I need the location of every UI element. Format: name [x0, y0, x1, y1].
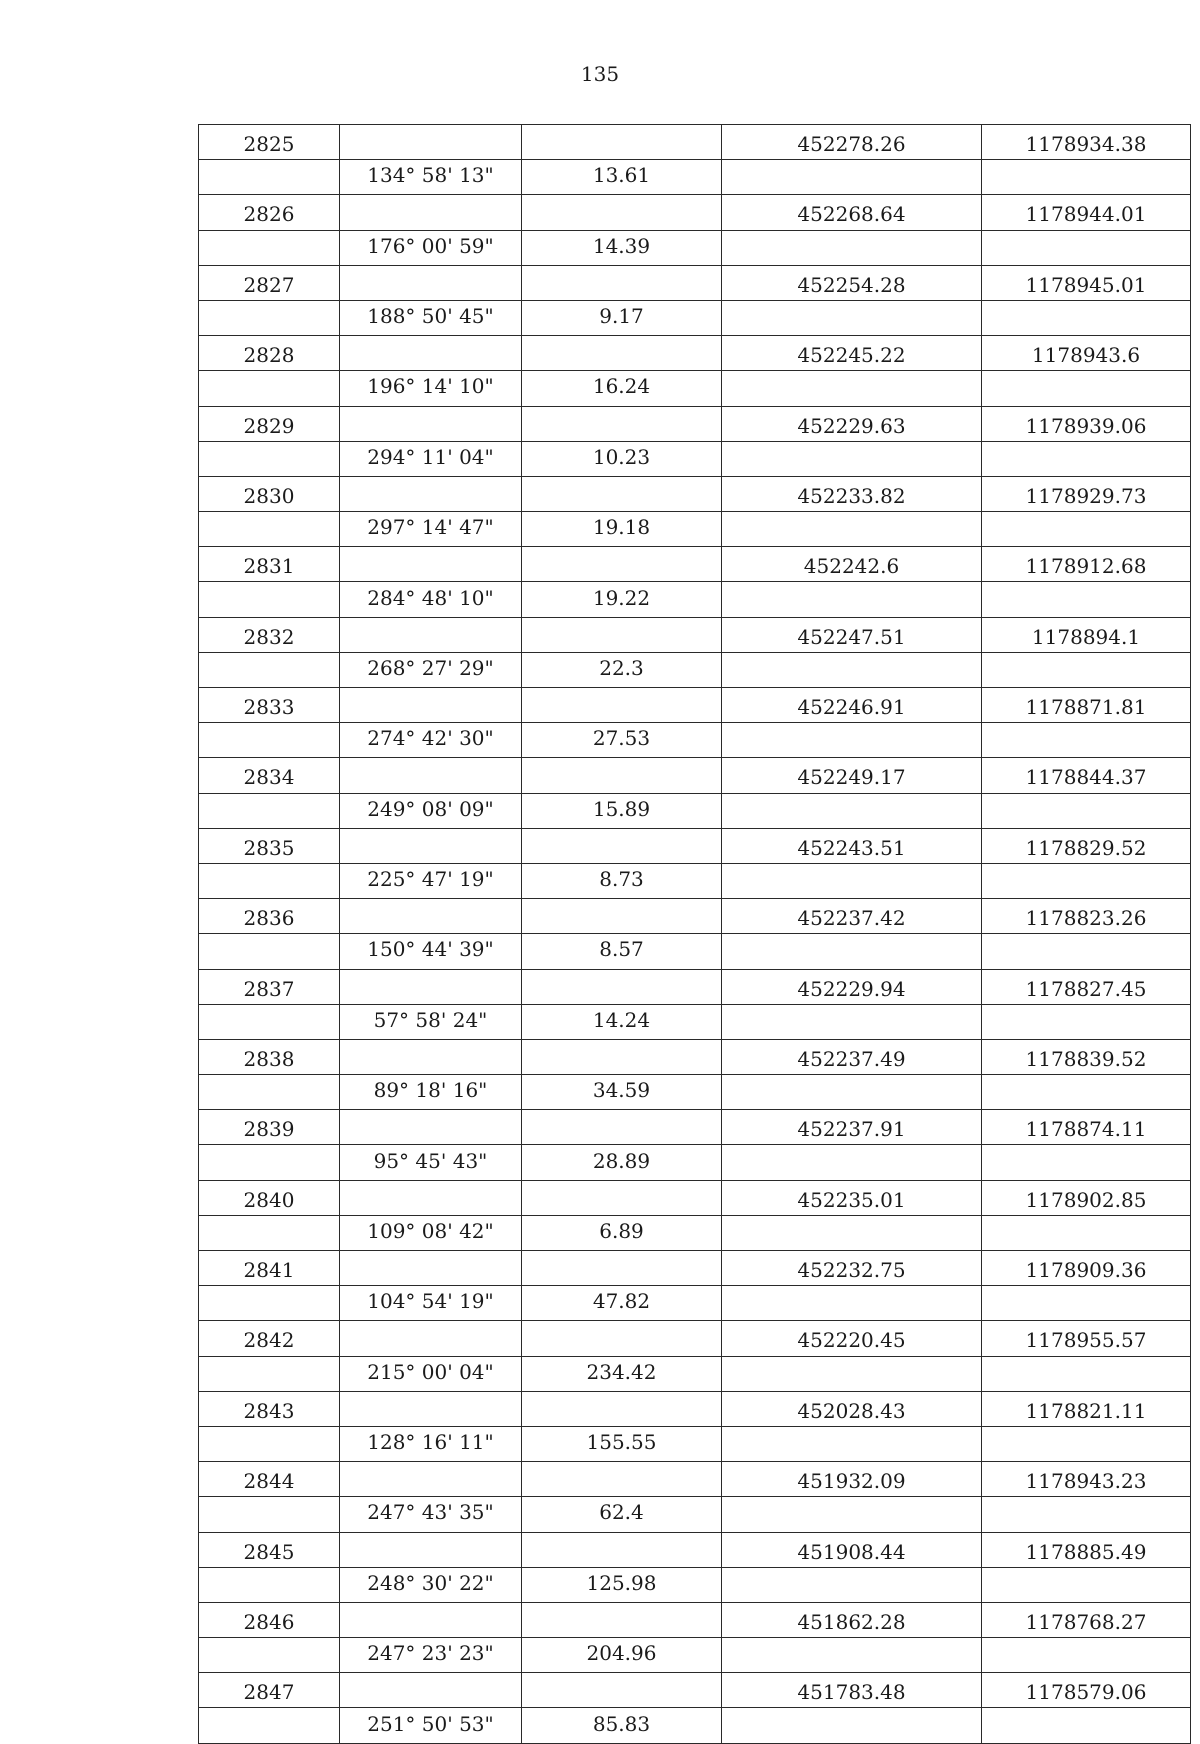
bearing-cell — [340, 265, 522, 300]
y-coordinate-cell: 1178902.85 — [982, 1180, 1191, 1215]
point-id-cell: 2833 — [199, 688, 340, 723]
distance-cell: 8.57 — [522, 934, 722, 969]
distance-cell: 19.22 — [522, 582, 722, 617]
distance-cell: 19.18 — [522, 512, 722, 547]
distance-cell — [522, 899, 722, 934]
y-coordinate-cell — [982, 1708, 1191, 1743]
table-row-point — [199, 1602, 1191, 1637]
bearing-cell: 297° 14' 47" — [340, 512, 522, 547]
table-row-leg — [199, 582, 1191, 617]
table-row-leg — [199, 1215, 1191, 1250]
distance-cell — [522, 1462, 722, 1497]
distance-cell — [522, 1532, 722, 1567]
page-number: 135 — [580, 62, 620, 86]
table-row-point — [199, 547, 1191, 582]
table-row-leg — [199, 1708, 1191, 1743]
bearing-cell — [340, 195, 522, 230]
point-id-cell — [199, 1426, 340, 1461]
y-coordinate-cell: 1178943.23 — [982, 1462, 1191, 1497]
x-coordinate-cell: 452220.45 — [722, 1321, 982, 1356]
x-coordinate-cell: 452229.63 — [722, 406, 982, 441]
table-body — [199, 125, 1191, 1744]
bearing-cell — [340, 1532, 522, 1567]
point-id-cell — [199, 1638, 340, 1673]
point-id-cell — [199, 1145, 340, 1180]
distance-cell: 155.55 — [522, 1426, 722, 1461]
point-id-cell: 2834 — [199, 758, 340, 793]
x-coordinate-cell — [722, 160, 982, 195]
table-row-point — [199, 1462, 1191, 1497]
bearing-cell: 215° 00' 04" — [340, 1356, 522, 1391]
x-coordinate-cell — [722, 1708, 982, 1743]
y-coordinate-cell — [982, 300, 1191, 335]
table-row-point — [199, 125, 1191, 160]
table-row-leg — [199, 1426, 1191, 1461]
point-id-cell: 2832 — [199, 617, 340, 652]
point-id-cell — [199, 1567, 340, 1602]
table-row-point — [199, 1391, 1191, 1426]
table-row-leg — [199, 1638, 1191, 1673]
bearing-cell: 176° 00' 59" — [340, 230, 522, 265]
bearing-cell — [340, 758, 522, 793]
y-coordinate-cell — [982, 1145, 1191, 1180]
x-coordinate-cell: 451908.44 — [722, 1532, 982, 1567]
point-id-cell: 2825 — [199, 125, 340, 160]
bearing-cell: 294° 11' 04" — [340, 441, 522, 476]
point-id-cell — [199, 582, 340, 617]
distance-cell: 10.23 — [522, 441, 722, 476]
y-coordinate-cell — [982, 512, 1191, 547]
bearing-cell: 134° 58' 13" — [340, 160, 522, 195]
point-id-cell: 2827 — [199, 265, 340, 300]
y-coordinate-cell: 1178821.11 — [982, 1391, 1191, 1426]
distance-cell — [522, 1039, 722, 1074]
x-coordinate-cell — [722, 1426, 982, 1461]
bearing-cell: 95° 45' 43" — [340, 1145, 522, 1180]
y-coordinate-cell — [982, 1356, 1191, 1391]
point-id-cell: 2830 — [199, 476, 340, 511]
table-row-leg — [199, 1356, 1191, 1391]
y-coordinate-cell: 1178579.06 — [982, 1673, 1191, 1708]
point-id-cell: 2826 — [199, 195, 340, 230]
table-row-point — [199, 1532, 1191, 1567]
y-coordinate-cell — [982, 1426, 1191, 1461]
y-coordinate-cell — [982, 582, 1191, 617]
x-coordinate-cell: 451862.28 — [722, 1602, 982, 1637]
bearing-cell — [340, 336, 522, 371]
bearing-cell — [340, 1673, 522, 1708]
y-coordinate-cell — [982, 230, 1191, 265]
distance-cell: 62.4 — [522, 1497, 722, 1532]
distance-cell: 204.96 — [522, 1638, 722, 1673]
table-row-leg — [199, 723, 1191, 758]
point-id-cell — [199, 723, 340, 758]
x-coordinate-cell: 452229.94 — [722, 969, 982, 1004]
y-coordinate-cell — [982, 371, 1191, 406]
bearing-cell: 284° 48' 10" — [340, 582, 522, 617]
y-coordinate-cell — [982, 441, 1191, 476]
x-coordinate-cell: 452249.17 — [722, 758, 982, 793]
bearing-cell — [340, 1180, 522, 1215]
point-id-cell — [199, 1497, 340, 1532]
y-coordinate-cell: 1178912.68 — [982, 547, 1191, 582]
bearing-cell — [340, 899, 522, 934]
bearing-cell: 128° 16' 11" — [340, 1426, 522, 1461]
distance-cell — [522, 617, 722, 652]
distance-cell — [522, 406, 722, 441]
x-coordinate-cell — [722, 582, 982, 617]
bearing-cell: 150° 44' 39" — [340, 934, 522, 969]
x-coordinate-cell — [722, 652, 982, 687]
point-id-cell: 2837 — [199, 969, 340, 1004]
distance-cell — [522, 195, 722, 230]
x-coordinate-cell — [722, 300, 982, 335]
y-coordinate-cell: 1178874.11 — [982, 1110, 1191, 1145]
table-row-point — [199, 336, 1191, 371]
y-coordinate-cell — [982, 160, 1191, 195]
x-coordinate-cell: 452243.51 — [722, 828, 982, 863]
distance-cell — [522, 336, 722, 371]
x-coordinate-cell: 452237.42 — [722, 899, 982, 934]
bearing-cell — [340, 125, 522, 160]
bearing-cell — [340, 1462, 522, 1497]
x-coordinate-cell — [722, 934, 982, 969]
y-coordinate-cell: 1178929.73 — [982, 476, 1191, 511]
bearing-cell — [340, 1039, 522, 1074]
point-id-cell: 2842 — [199, 1321, 340, 1356]
point-id-cell: 2846 — [199, 1602, 340, 1637]
distance-cell: 9.17 — [522, 300, 722, 335]
y-coordinate-cell — [982, 723, 1191, 758]
x-coordinate-cell — [722, 230, 982, 265]
y-coordinate-cell: 1178945.01 — [982, 265, 1191, 300]
table-row-point — [199, 899, 1191, 934]
point-id-cell — [199, 1215, 340, 1250]
table-row-point — [199, 617, 1191, 652]
bearing-cell: 225° 47' 19" — [340, 863, 522, 898]
y-coordinate-cell — [982, 1286, 1191, 1321]
x-coordinate-cell: 452237.49 — [722, 1039, 982, 1074]
y-coordinate-cell: 1178944.01 — [982, 195, 1191, 230]
table-row-leg — [199, 512, 1191, 547]
x-coordinate-cell — [722, 723, 982, 758]
x-coordinate-cell — [722, 512, 982, 547]
x-coordinate-cell — [722, 1004, 982, 1039]
x-coordinate-cell — [722, 1286, 982, 1321]
x-coordinate-cell: 452268.64 — [722, 195, 982, 230]
y-coordinate-cell: 1178909.36 — [982, 1251, 1191, 1286]
x-coordinate-cell: 452232.75 — [722, 1251, 982, 1286]
y-coordinate-cell — [982, 1497, 1191, 1532]
y-coordinate-cell — [982, 1215, 1191, 1250]
y-coordinate-cell — [982, 1567, 1191, 1602]
x-coordinate-cell: 451783.48 — [722, 1673, 982, 1708]
distance-cell — [522, 1251, 722, 1286]
x-coordinate-cell: 452237.91 — [722, 1110, 982, 1145]
bearing-cell: 268° 27' 29" — [340, 652, 522, 687]
y-coordinate-cell: 1178829.52 — [982, 828, 1191, 863]
x-coordinate-cell — [722, 1075, 982, 1110]
bearing-cell — [340, 969, 522, 1004]
table-row-point — [199, 265, 1191, 300]
y-coordinate-cell — [982, 1004, 1191, 1039]
x-coordinate-cell: 452242.6 — [722, 547, 982, 582]
distance-cell — [522, 125, 722, 160]
table-row-leg — [199, 1497, 1191, 1532]
distance-cell: 15.89 — [522, 793, 722, 828]
x-coordinate-cell: 452245.22 — [722, 336, 982, 371]
table-row-point — [199, 1673, 1191, 1708]
point-id-cell — [199, 1286, 340, 1321]
x-coordinate-cell — [722, 1567, 982, 1602]
point-id-cell: 2844 — [199, 1462, 340, 1497]
y-coordinate-cell — [982, 863, 1191, 898]
table-row-leg — [199, 1567, 1191, 1602]
table-row-leg — [199, 371, 1191, 406]
y-coordinate-cell: 1178827.45 — [982, 969, 1191, 1004]
x-coordinate-cell: 452235.01 — [722, 1180, 982, 1215]
x-coordinate-cell: 451932.09 — [722, 1462, 982, 1497]
bearing-cell: 57° 58' 24" — [340, 1004, 522, 1039]
point-id-cell: 2835 — [199, 828, 340, 863]
point-id-cell — [199, 1356, 340, 1391]
y-coordinate-cell: 1178943.6 — [982, 336, 1191, 371]
distance-cell: 13.61 — [522, 160, 722, 195]
y-coordinate-cell: 1178871.81 — [982, 688, 1191, 723]
table-row-leg — [199, 300, 1191, 335]
distance-cell: 47.82 — [522, 1286, 722, 1321]
point-id-cell: 2831 — [199, 547, 340, 582]
point-id-cell — [199, 512, 340, 547]
point-id-cell: 2836 — [199, 899, 340, 934]
survey-coordinates-table — [198, 124, 1191, 1744]
table-row-point — [199, 969, 1191, 1004]
bearing-cell: 249° 08' 09" — [340, 793, 522, 828]
y-coordinate-cell — [982, 793, 1191, 828]
bearing-cell: 196° 14' 10" — [340, 371, 522, 406]
bearing-cell — [340, 1602, 522, 1637]
point-id-cell: 2841 — [199, 1251, 340, 1286]
table-row-point — [199, 758, 1191, 793]
distance-cell — [522, 476, 722, 511]
point-id-cell — [199, 1075, 340, 1110]
bearing-cell: 89° 18' 16" — [340, 1075, 522, 1110]
distance-cell: 28.89 — [522, 1145, 722, 1180]
table-row-leg — [199, 1145, 1191, 1180]
distance-cell: 16.24 — [522, 371, 722, 406]
x-coordinate-cell — [722, 371, 982, 406]
x-coordinate-cell — [722, 441, 982, 476]
distance-cell — [522, 1180, 722, 1215]
x-coordinate-cell — [722, 1638, 982, 1673]
bearing-cell — [340, 547, 522, 582]
distance-cell: 8.73 — [522, 863, 722, 898]
bearing-cell — [340, 1251, 522, 1286]
distance-cell: 14.24 — [522, 1004, 722, 1039]
table-row-leg — [199, 230, 1191, 265]
distance-cell — [522, 1673, 722, 1708]
table-row-point — [199, 1039, 1191, 1074]
y-coordinate-cell — [982, 652, 1191, 687]
point-id-cell — [199, 160, 340, 195]
point-id-cell: 2843 — [199, 1391, 340, 1426]
y-coordinate-cell: 1178955.57 — [982, 1321, 1191, 1356]
bearing-cell: 248° 30' 22" — [340, 1567, 522, 1602]
distance-cell: 22.3 — [522, 652, 722, 687]
table-row-leg — [199, 160, 1191, 195]
table-row-leg — [199, 1286, 1191, 1321]
bearing-cell: 247° 43' 35" — [340, 1497, 522, 1532]
distance-cell: 125.98 — [522, 1567, 722, 1602]
bearing-cell: 274° 42' 30" — [340, 723, 522, 758]
table-row-leg — [199, 1004, 1191, 1039]
table-row-point — [199, 406, 1191, 441]
bearing-cell — [340, 406, 522, 441]
x-coordinate-cell: 452246.91 — [722, 688, 982, 723]
distance-cell — [522, 688, 722, 723]
y-coordinate-cell: 1178885.49 — [982, 1532, 1191, 1567]
distance-cell: 34.59 — [522, 1075, 722, 1110]
y-coordinate-cell: 1178844.37 — [982, 758, 1191, 793]
point-id-cell — [199, 934, 340, 969]
x-coordinate-cell: 452233.82 — [722, 476, 982, 511]
bearing-cell: 104° 54' 19" — [340, 1286, 522, 1321]
y-coordinate-cell: 1178934.38 — [982, 125, 1191, 160]
distance-cell — [522, 1391, 722, 1426]
distance-cell: 85.83 — [522, 1708, 722, 1743]
point-id-cell: 2839 — [199, 1110, 340, 1145]
point-id-cell — [199, 230, 340, 265]
distance-cell: 6.89 — [522, 1215, 722, 1250]
table-row-leg — [199, 441, 1191, 476]
table-row-point — [199, 828, 1191, 863]
distance-cell — [522, 547, 722, 582]
bearing-cell — [340, 828, 522, 863]
point-id-cell: 2845 — [199, 1532, 340, 1567]
y-coordinate-cell: 1178894.1 — [982, 617, 1191, 652]
distance-cell — [522, 758, 722, 793]
distance-cell — [522, 1321, 722, 1356]
distance-cell — [522, 265, 722, 300]
bearing-cell — [340, 1391, 522, 1426]
bearing-cell — [340, 1321, 522, 1356]
x-coordinate-cell — [722, 1145, 982, 1180]
table-row-point — [199, 476, 1191, 511]
point-id-cell: 2838 — [199, 1039, 340, 1074]
point-id-cell: 2829 — [199, 406, 340, 441]
point-id-cell — [199, 441, 340, 476]
x-coordinate-cell — [722, 1356, 982, 1391]
x-coordinate-cell — [722, 863, 982, 898]
point-id-cell — [199, 371, 340, 406]
bearing-cell: 188° 50' 45" — [340, 300, 522, 335]
y-coordinate-cell: 1178839.52 — [982, 1039, 1191, 1074]
y-coordinate-cell — [982, 1075, 1191, 1110]
table-row-leg — [199, 793, 1191, 828]
x-coordinate-cell: 452028.43 — [722, 1391, 982, 1426]
x-coordinate-cell: 452254.28 — [722, 265, 982, 300]
bearing-cell: 247° 23' 23" — [340, 1638, 522, 1673]
distance-cell — [522, 828, 722, 863]
point-id-cell — [199, 300, 340, 335]
table-row-point — [199, 195, 1191, 230]
table-row-leg — [199, 934, 1191, 969]
table-row-point — [199, 688, 1191, 723]
bearing-cell — [340, 1110, 522, 1145]
table-row-point — [199, 1110, 1191, 1145]
table-row-leg — [199, 1075, 1191, 1110]
bearing-cell — [340, 688, 522, 723]
distance-cell: 14.39 — [522, 230, 722, 265]
distance-cell — [522, 1602, 722, 1637]
distance-cell: 234.42 — [522, 1356, 722, 1391]
point-id-cell: 2840 — [199, 1180, 340, 1215]
y-coordinate-cell — [982, 1638, 1191, 1673]
bearing-cell: 109° 08' 42" — [340, 1215, 522, 1250]
distance-cell — [522, 969, 722, 1004]
distance-cell — [522, 1110, 722, 1145]
point-id-cell — [199, 1004, 340, 1039]
table-row-point — [199, 1251, 1191, 1286]
point-id-cell — [199, 863, 340, 898]
x-coordinate-cell — [722, 793, 982, 828]
point-id-cell — [199, 1708, 340, 1743]
point-id-cell: 2828 — [199, 336, 340, 371]
y-coordinate-cell — [982, 934, 1191, 969]
x-coordinate-cell: 452247.51 — [722, 617, 982, 652]
bearing-cell: 251° 50' 53" — [340, 1708, 522, 1743]
y-coordinate-cell: 1178823.26 — [982, 899, 1191, 934]
bearing-cell — [340, 476, 522, 511]
distance-cell: 27.53 — [522, 723, 722, 758]
table-row-leg — [199, 652, 1191, 687]
point-id-cell: 2847 — [199, 1673, 340, 1708]
point-id-cell — [199, 652, 340, 687]
bearing-cell — [340, 617, 522, 652]
x-coordinate-cell — [722, 1215, 982, 1250]
table-row-point — [199, 1321, 1191, 1356]
table-row-point — [199, 1180, 1191, 1215]
y-coordinate-cell: 1178768.27 — [982, 1602, 1191, 1637]
y-coordinate-cell: 1178939.06 — [982, 406, 1191, 441]
x-coordinate-cell: 452278.26 — [722, 125, 982, 160]
table-row-leg — [199, 863, 1191, 898]
x-coordinate-cell — [722, 1497, 982, 1532]
point-id-cell — [199, 793, 340, 828]
